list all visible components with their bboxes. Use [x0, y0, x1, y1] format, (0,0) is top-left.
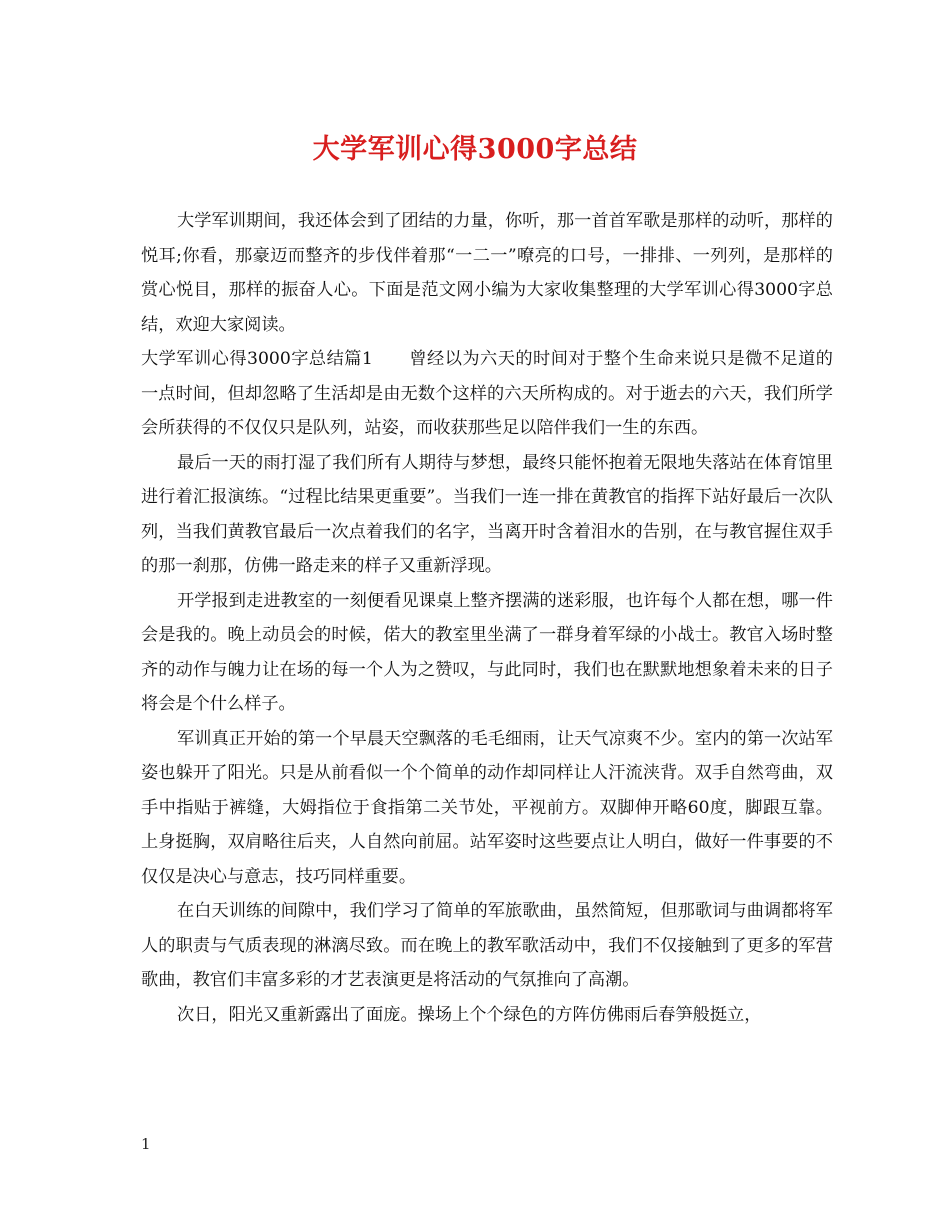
document-body — [141, 204, 833, 1032]
section-heading: 大学军训心得3000字总结篇1 — [141, 349, 373, 369]
body-paragraph: 开学报到走进教室的一刻便看见课桌上整齐摆满的迷彩服，也许每个人都在想，哪一件会是我的。晚上动员会的时候，偌大的教室里坐满了一群身着军绿的小战士。教官入场时整齐的动作与魄力让在场的每一个人为之赞叹，与此同时，我们也在默默地想象着未来的日子将会是个什么样子。 — [141, 590, 833, 714]
intro-paragraph: 大学军训期间，我还体会到了团结的力量，你听，那一首首军歌是那样的动听，那样的悦耳;你看，那豪迈而整齐的步伐伴着那“一二一”嘹亮的口号，一排排、一列列，是那样的赏心悦目，那样的振奋人心。下面是范文网小编为大家收集整理的大学军训心得3000字总结，欢迎大家阅读。 — [141, 211, 833, 335]
body-paragraph: 最后一天的雨打湿了我们所有人期待与梦想，最终只能怀抱着无限地失落站在体育馆里进行着汇报演练。“过程比结果更重要”。当我们一连一排在黄教官的指挥下站好最后一次队列，当我们黄教官最后一次点着我们的名字，当离开时含着泪水的告别，在与教官握住双手的那一刹那，仿佛一路走来的样子又重新浮现。 — [141, 452, 833, 576]
body-paragraph: 在白天训练的间隙中，我们学习了简单的军旅歌曲，虽然简短，但那歌词与曲调都将军人的职责与气质表现的淋漓尽致。而在晚上的教军歌活动中，我们不仅接触到了更多的军营歌曲，教官们丰富多彩的才艺表演更是将活动的气氛推向了高潮。 — [141, 901, 833, 990]
body-paragraph: 次日，阳光又重新露出了面庞。操场上个个绿色的方阵仿佛雨后春笋般挺立， — [177, 1004, 762, 1025]
page-number: 1 — [141, 1135, 151, 1153]
section-first-paragraph — [141, 342, 833, 446]
section-first-text: 曾经以为六天的时间对于整个生命来说只是微不足道的一点时间，但却忽略了生活却是由无数个这样的六天所构成的。对于逝去的六天，我们所学会所获得的不仅仅只是队列，站姿，而收获那些足以陪伴我们一生的东西。 — [141, 349, 833, 438]
body-paragraph: 军训真正开始的第一个早晨天空飘落的毛毛细雨，让天气凉爽不少。室内的第一次站军姿也躲开了阳光。只是从前看似一个个简单的动作却同样让人汗流浃背。双手自然弯曲，双手中指贴于裤缝，大姆指位于食指第二关节处，平视前方。双脚伸开略60度，脚跟互靠。上身挺胸，双肩略往后夹，人自然向前屈。站军姿时这些要点让人明白，做好一件事要的不仅仅是决心与意志，技巧同样重要。 — [141, 728, 833, 887]
document-title: 大学军训心得3000字总结 — [312, 134, 638, 165]
